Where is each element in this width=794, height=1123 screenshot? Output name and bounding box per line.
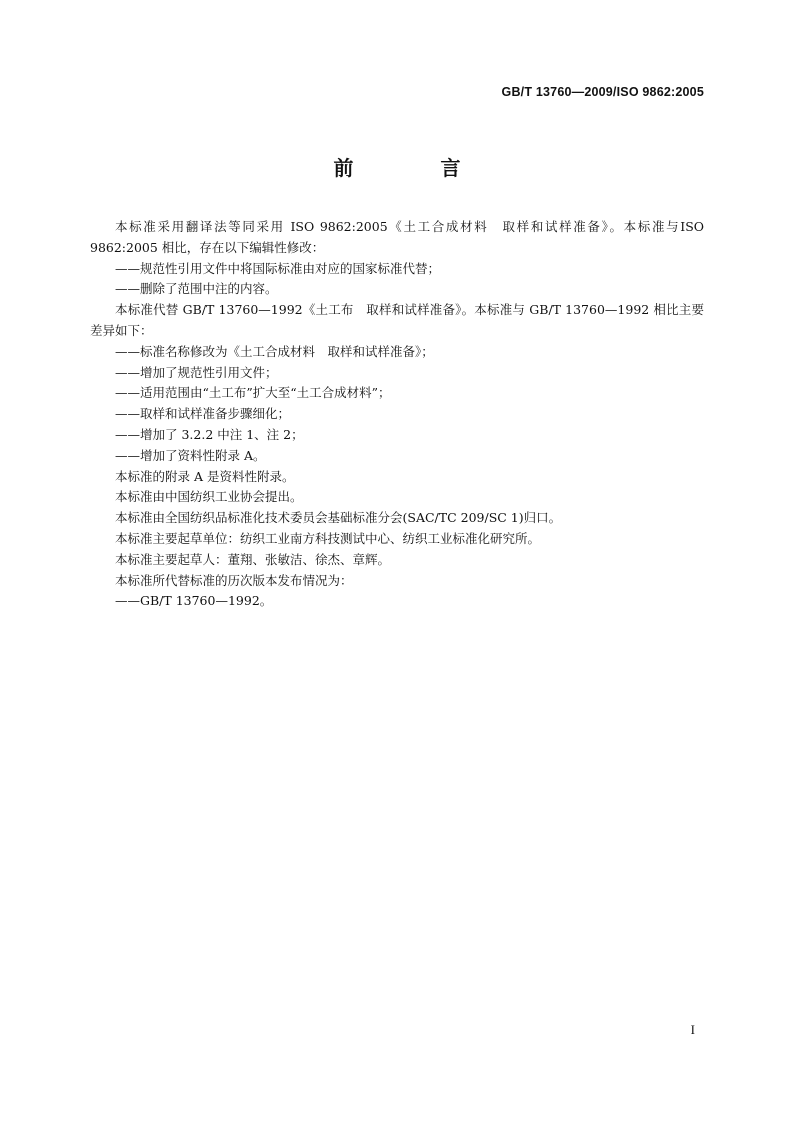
list-item: ——删除了范围中注的内容。 [115,281,278,297]
page-number: I [690,1022,695,1037]
paragraph-committee: 本标准由全国纺织品标准化技术委员会基础标准分会(SAC/TC 209/SC 1)归口。 [115,510,562,526]
foreword-body [90,217,704,612]
paragraph-drafting-units: 本标准主要起草单位：纺织工业南方科技测试中心、纺织工业标准化研究所。 [115,530,541,546]
list-item: ——标准名称修改为《土工合成材料 取样和试样准备》； [115,343,434,359]
list-item: ——GB/T 13760—1992。 [115,593,273,609]
paragraph-drafters: 本标准主要起草人：董翔、张敏洁、徐杰、章辉。 [115,551,391,567]
paragraph-annex: 本标准的附录 A 是资料性附录。 [115,468,295,484]
page-title: 前 言 [333,156,501,180]
list-item: ——增加了资料性附录 A。 [115,447,266,463]
list-item: ——规范性引用文件中将国际标准由对应的国家标准代替； [115,260,441,276]
paragraph-replaces: 本标准代替 GB/T 13760—1992《土工布 取样和试样准备》。本标准与 GB/T 13760—1992 相比主要差异如下： [90,302,704,338]
list-item: ——增加了 3.2.2 中注 1、注 2； [115,426,304,442]
list-item: ——增加了规范性引用文件； [115,364,278,380]
list-item: ——取样和试样准备步骤细化； [115,406,291,422]
standard-code-header: GB/T 13760—2009/ISO 9862:2005 [501,85,704,99]
list-item: ——适用范围由“土工布”扩大至“土工合成材料”； [115,385,391,401]
paragraph-proposer: 本标准由中国纺织工业协会提出。 [115,489,303,505]
paragraph-history: 本标准所代替标准的历次版本发布情况为： [115,572,353,588]
paragraph-adoption: 本标准采用翻译法等同采用 ISO 9862:2005《土工合成材料 取样和试样准备》。本标准与ISO 9862:2005 相比，存在以下编辑性修改： [90,219,704,255]
